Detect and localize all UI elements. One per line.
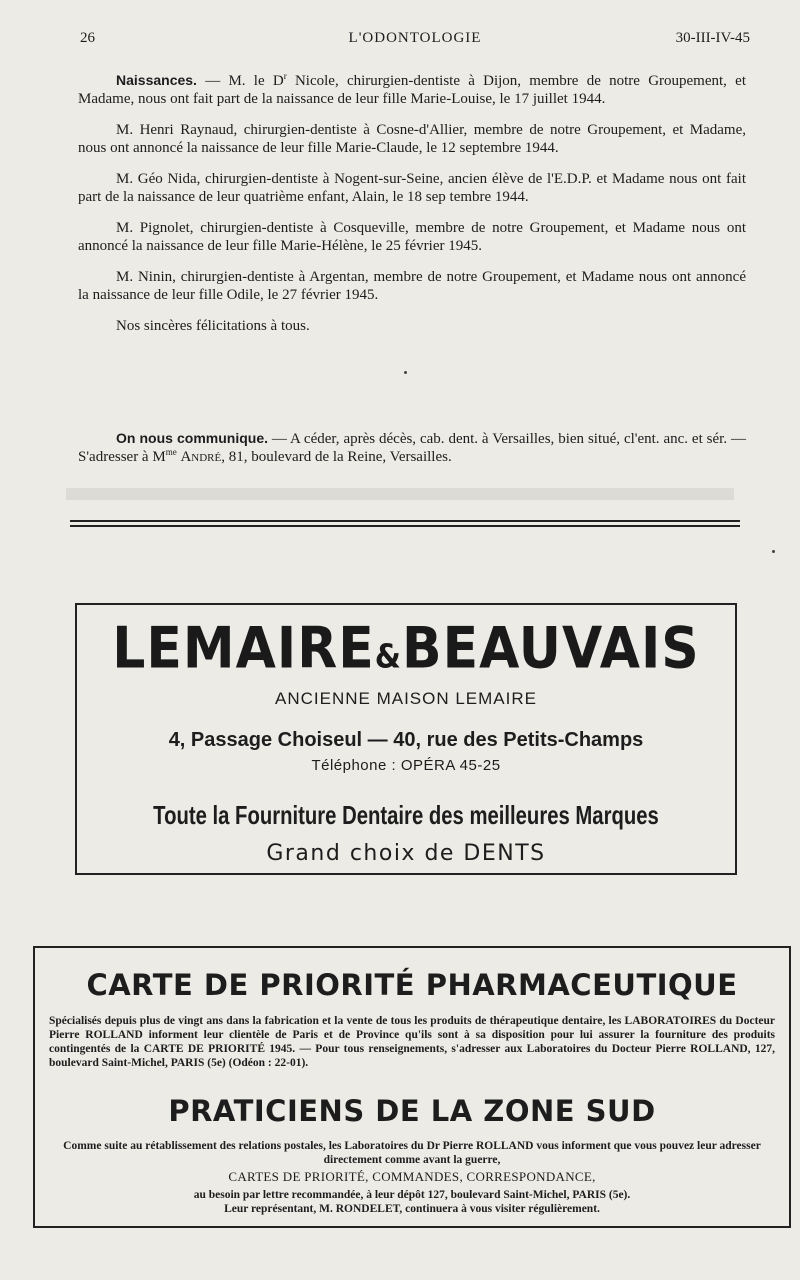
ad-slogan: Toute la Fourniture Dentaire des meilleures Marques xyxy=(153,800,659,830)
ad-address: 4, Passage Choiseul — 40, rue des Petits-Champs xyxy=(168,729,644,751)
ad-paragraph: au besoin par lettre recommandée, à leur dépôt 127, boulevard Saint-Michel, PARIS (5e). Leur représentant, M. RONDELET, continuera à vous visiter régulièrement. xyxy=(193,1189,631,1215)
births-section xyxy=(78,72,746,350)
birth-notice: M. Henri Raynaud, chirurgien-dentiste à Cosne-d'Allier, membre de notre Groupement, et Madame, nous ont annoncé la naissance de leur fille Marie-Claude, le 12 septembre 1944. xyxy=(78,122,746,156)
issue-date: 30-III-IV-45 xyxy=(675,30,750,46)
lemaire-beauvais-ad xyxy=(75,603,737,875)
page-number: 26 xyxy=(80,30,95,46)
birth-notice: M. Ninin, chirurgien-dentiste à Argentan, membre de notre Groupement, et Madame nous ont annoncé la naissance de leur fille Odile, le 27 février 1945. xyxy=(78,269,746,303)
section-divider xyxy=(70,520,740,530)
section-lead: On nous communique. xyxy=(116,430,268,446)
print-speck xyxy=(772,550,775,553)
ad-title: CARTE DE PRIORITÉ PHARMACEUTIQUE xyxy=(86,968,738,1002)
birth-notice: M. Pignolet, chirurgien-dentiste à Cosqueville, membre de notre Groupement, et Madame nous ont annoncé la naissance de leur fille Marie-Hélène, le 25 février 1945. xyxy=(78,220,746,254)
print-bleed-band xyxy=(66,488,734,500)
print-speck xyxy=(404,371,407,374)
section-lead: Naissances. xyxy=(116,72,197,88)
ad-phone: Téléphone : OPÉRA 45-25 xyxy=(311,757,501,774)
congratulations: Nos sincères félicitations à tous. xyxy=(116,318,310,334)
journal-title: L'ODONTOLOGIE xyxy=(348,30,482,46)
ad-former-name: ANCIENNE MAISON LEMAIRE xyxy=(275,689,537,708)
birth-notice: M. Géo Nida, chirurgien-dentiste à Nogent-sur-Seine, ancien élève de l'E.D.P. et Madame nous ont fait part de la naissance de leur quatrième enfant, Alain, le 18 sep tembre 1944. xyxy=(78,171,746,205)
running-header xyxy=(80,30,750,52)
ad-paragraph: Spécialisés depuis plus de vingt ans dans la fabrication et la vente de tous les produits de thérapeutique dentaire, les LABORATOIRES du Docteur Pierre ROLLAND informent leur clientèle de Paris et de Province qu'ils sont à sa disposition pour lui assurer la fourniture des produits contingentés de la CARTE DE PRIORITÉ 1945. — Pour tous renseignements, s'adresser aux Laboratoires du Docteur Pierre ROLLAND, 127, boulevard Saint-Michel, PARIS (5e) (Odéon : 22-01). xyxy=(49,1015,775,1069)
rolland-ad xyxy=(33,946,791,1228)
communique-section xyxy=(78,430,746,480)
ad-subtitle: PRATICIENS DE LA ZONE SUD xyxy=(168,1094,656,1128)
ad-caps-line: CARTES DE PRIORITÉ, COMMANDES, CORRESPONDANCE, xyxy=(228,1169,596,1184)
ad-brand: LEMAIRE&BEAUVAIS xyxy=(112,616,700,682)
birth-notice: Naissances. — M. le $D^r$ Nicole, chirurgien-dentiste à Dijon, membre de notre Groupement, et Madame, nous ont fait part de la naissance de leur fille Marie-Louise, le 17 juillet 1944. xyxy=(78,71,746,107)
contact-name: André xyxy=(180,448,222,465)
communique-notice: On nous communique. — A céder, après décès, cab. dent. à Versailles, bien situé, cl'ent. anc. et sér. — S'adresser à $M^{me}$ André, 81, boulevard de la Reine, Versailles. xyxy=(78,430,746,465)
ad-paragraph: Comme suite au rétablissement des relations postales, les Laboratoires du Dr Pierre ROLLAND vous informent que vous pouvez leur adresser directement comme avant la guerre, xyxy=(63,1140,761,1166)
ad-dents: Grand choix de DENTS xyxy=(266,841,546,866)
